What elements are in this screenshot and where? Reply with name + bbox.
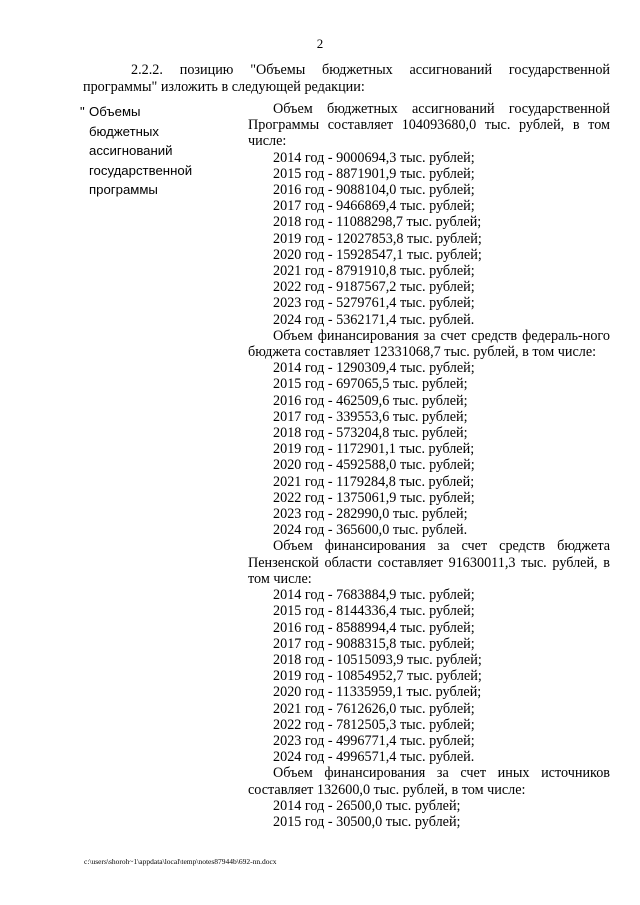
intro-paragraph [83,62,610,96]
federal-budget-years [248,360,610,538]
year-item: 2022 год - 1375061,9 тыс. рублей; [273,489,475,506]
year-item: 2016 год - 8588994,4 тыс. рублей; [273,619,475,636]
year-item: 2023 год - 5279761,4 тыс. рублей; [273,295,475,312]
year-item: 2014 год - 7683884,9 тыс. рублей; [273,587,475,604]
year-item: 2015 год - 30500,0 тыс. рублей; [273,813,461,830]
regional-budget-paragraph: Объем финансирования за счет средств бюджета Пензенской области составляет 91630011,3 тыс. рублей, в том числе: [248,538,610,587]
year-item: 2017 год - 339553,6 тыс. рублей; [273,408,468,425]
year-item: 2014 год - 9000694,3 тыс. рублей; [273,149,475,166]
year-item: 2020 год - 4592588,0 тыс. рублей; [273,457,475,474]
position-title-line: Объемы [89,104,141,119]
year-item: 2017 год - 9088315,8 тыс. рублей; [273,635,475,652]
year-item: 2018 год - 10515093,9 тыс. рублей; [273,651,482,668]
file-path-footer: c:\users\shoroh~1\appdata\local\temp\notes87944b\692-nn.docx [84,857,277,866]
position-title-line: бюджетных [89,123,159,139]
position-title-line: программы [89,182,158,197]
year-item: 2024 год - 365600,0 тыс. рублей. [273,522,468,539]
year-item: 2024 год - 5362171,4 тыс. рублей. [273,311,475,328]
year-item: 2019 год - 1172901,1 тыс. рублей; [273,441,475,458]
year-item: 2016 год - 462509,6 тыс. рублей; [273,392,468,409]
year-item: 2023 год - 282990,0 тыс. рублей; [273,506,468,523]
year-item: 2021 год - 7612626,0 тыс. рублей; [273,700,475,717]
position-title [89,102,229,200]
year-item: 2019 год - 10854952,7 тыс. рублей; [273,668,482,685]
other-sources-paragraph: Объем финансирования за счет иных источников составляет 132600,0 тыс. рублей, в том числе: [248,765,610,798]
year-item: 2024 год - 4996571,4 тыс. рублей. [273,749,475,766]
intro-line-2: программы" изложить в следующей редакции: [83,78,365,95]
year-item: 2014 год - 26500,0 тыс. рублей; [273,797,461,814]
other-sources-years [248,798,610,830]
year-item: 2021 год - 1179284,8 тыс. рублей; [273,473,475,490]
intro-line-1: 2.2.2. позицию "Объемы бюджетных ассигнований государственной [131,62,610,78]
year-item: 2018 год - 573204,8 тыс. рублей; [273,425,468,442]
page-number: 2 [316,36,324,51]
year-item: 2021 год - 8791910,8 тыс. рублей; [273,263,475,280]
position-title-line: ассигнований [89,143,173,158]
total-budget-years [248,150,610,328]
opening-quote: " [80,104,85,119]
year-item: 2018 год - 11088298,7 тыс. рублей; [273,214,482,231]
year-item: 2022 год - 9187567,2 тыс. рублей; [273,279,475,296]
total-budget-paragraph: Объем бюджетных ассигнований государственной Программы составляет 104093680,0 тыс. рублей, в том числе: [248,101,610,150]
year-item: 2015 год - 697065,5 тыс. рублей; [273,376,468,393]
federal-budget-paragraph: Объем финансирования за счет средств федераль-ного бюджета составляет 12331068,7 тыс. рублей, в том числе: [248,327,610,361]
year-item: 2019 год - 12027853,8 тыс. рублей; [273,230,482,247]
year-item: 2016 год - 9088104,0 тыс. рублей; [273,182,475,199]
year-item: 2020 год - 15928547,1 тыс. рублей; [273,246,482,263]
year-item: 2015 год - 8871901,9 тыс. рублей; [273,165,475,182]
regional-budget-years [248,587,610,765]
year-item: 2015 год - 8144336,4 тыс. рублей; [273,603,475,620]
year-item: 2022 год - 7812505,3 тыс. рублей; [273,716,475,733]
year-item: 2017 год - 9466869,4 тыс. рублей; [273,198,475,215]
year-item: 2023 год - 4996771,4 тыс. рублей; [273,732,475,749]
position-title-line: государственной [89,162,193,178]
year-item: 2020 год - 11335959,1 тыс. рублей; [273,684,482,701]
position-content-cell [248,101,610,830]
year-item: 2014 год - 1290309,4 тыс. рублей; [273,360,475,377]
